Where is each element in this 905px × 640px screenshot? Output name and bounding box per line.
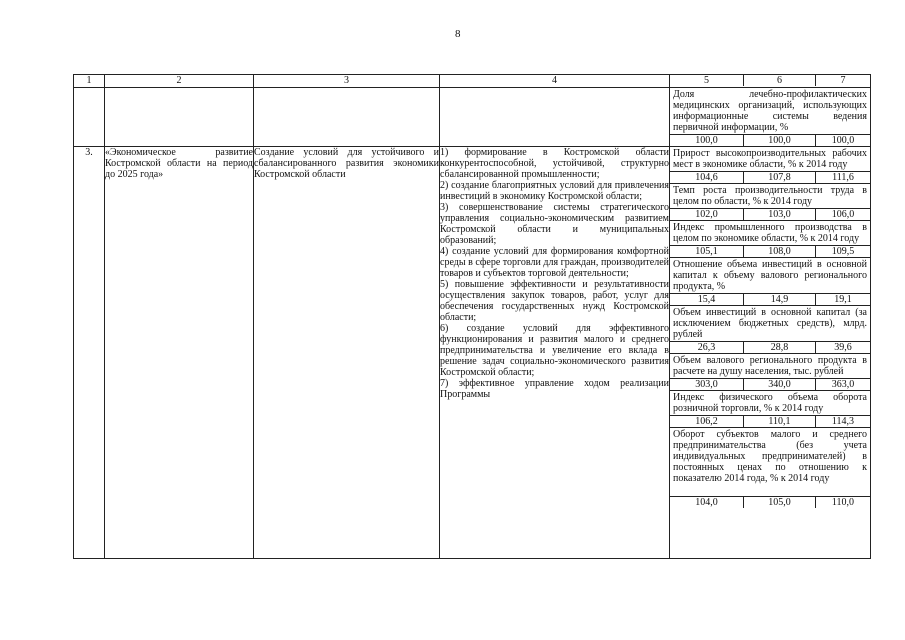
indicator-text: Темп роста производительности труда в целом по области, % к 2014 году [670,184,870,209]
program-tasks [440,147,670,559]
indicator-value-7: 100,0 [831,135,855,146]
indicator-value-6: 110,1 [744,416,816,427]
indicator-block [670,354,870,391]
indicator-value-5: 26,3 [670,342,744,353]
indicator-block [670,258,870,306]
header-col-3: 3 [254,75,440,88]
indicator-value-6: 340,0 [744,379,816,390]
indicator-block [670,221,870,258]
indicator-value-7: 114,3 [831,416,855,427]
indicator-value-6: 103,0 [744,209,816,220]
indicator-value-7: 110,0 [831,497,855,508]
row-number: 3. [74,147,105,559]
indicator-block [670,428,870,508]
indicator-text: Индекс промышленного производства в целом по экономике области, % к 2014 году [670,221,870,246]
task-item: 7) эффективное управление ходом реализации Программы [440,378,669,400]
header-col-4: 4 [440,75,670,88]
header-row [74,75,871,88]
indicator-block [670,184,870,221]
indicator-value-6: 107,8 [744,172,816,183]
task-item: 2) создание благоприятных условий для привлечения инвестиций в экономику Костромской области; [440,180,669,202]
indicator-text: Индекс физического объема оборота розничной торговли, % к 2014 году [670,391,870,416]
indicator-value-5: 100,0 [670,135,744,146]
header-col-7: 7 [840,75,846,86]
task-item: 3) совершенствование системы стратегического управления социально-экономическим развитием Костромской области и муниципальных образований; [440,202,669,246]
indicator-text: Прирост высокопроизводительных рабочих мест в экономике области, % к 2014 году [670,147,870,172]
program-indicators [670,147,871,559]
indicator-value-7: 111,6 [832,172,854,183]
indicator-block [670,147,870,184]
continuation-row [74,88,871,147]
indicator-value-7: 19,1 [834,294,852,305]
header-col-5: 5 [670,75,744,86]
indicator-value-6: 100,0 [744,135,816,146]
indicator-value-6: 108,0 [744,246,816,257]
indicator-value-6: 14,9 [744,294,816,305]
task-item: 4) создание условий для формирования комфортной среды в сфере торговли для граждан, производителей товаров и субъектов торговой деятельности; [440,246,669,279]
indicator-value-5: 303,0 [670,379,744,390]
task-item: 5) повышение эффективности и результативности осуществления закупок товаров, работ, услуг для обеспечения государственных нужд Костромской области; [440,279,669,323]
indicator-value-6: 28,8 [744,342,816,353]
indicator-value-5: 102,0 [670,209,744,220]
continuation-indicator [670,88,870,146]
indicator-text: Объем валового регионального продукта в расчете на душу населения, тыс. рублей [670,354,870,379]
indicator-value-6: 105,0 [744,497,816,508]
indicator-value-7: 109,5 [831,246,855,257]
program-goal: Создание условий для устойчивого и сбалансированного развития экономики Костромской области [254,147,440,559]
indicator-value-7: 363,0 [831,379,855,390]
indicator-value-5: 106,2 [670,416,744,427]
indicator-value-5: 104,6 [670,172,744,183]
indicator-text: Отношение объема инвестиций в основной капитал к объему валового регионального продукта, % [670,258,870,294]
indicator-block [670,391,870,428]
program-row-3 [74,147,871,559]
page-number: 8 [455,28,461,40]
indicator-text: Доля лечебно-профилактических медицинских организаций, использующих информационные системы ведения первичной информации, % [670,88,870,135]
header-col-5-7 [670,75,871,88]
indicator-text: Объем инвестиций в основной капитал (за исключением бюджетных средств), млрд. рублей [670,306,870,342]
header-col-6: 6 [744,75,816,86]
indicator-value-7: 106,0 [831,209,855,220]
program-name: «Экономическое развитие Костромской области на период до 2025 года» [105,147,254,559]
task-item: 1) формирование в Костромской области конкурентоспособной, устойчивой, структурно сбалансированной промышленности; [440,147,669,180]
indicator-value-5: 15,4 [670,294,744,305]
indicator-block [670,306,870,354]
indicator-text: Оборот субъектов малого и среднего предпринимательства (без учета индивидуальных предпринимателей) в постоянных ценах по отношению к показателю 2014 года, % к 2014 году [670,428,870,497]
program-table [73,74,871,559]
indicator-value-5: 104,0 [670,497,744,508]
header-col-2: 2 [105,75,254,88]
task-item: 6) создание условий для эффективного функционирования и развития малого и среднего предпринимательства и увеличение его вклада в решение задач социально-экономического развития Костромской области; [440,323,669,378]
header-col-1: 1 [74,75,105,88]
indicator-value-7: 39,6 [834,342,852,353]
indicator-value-5: 105,1 [670,246,744,257]
